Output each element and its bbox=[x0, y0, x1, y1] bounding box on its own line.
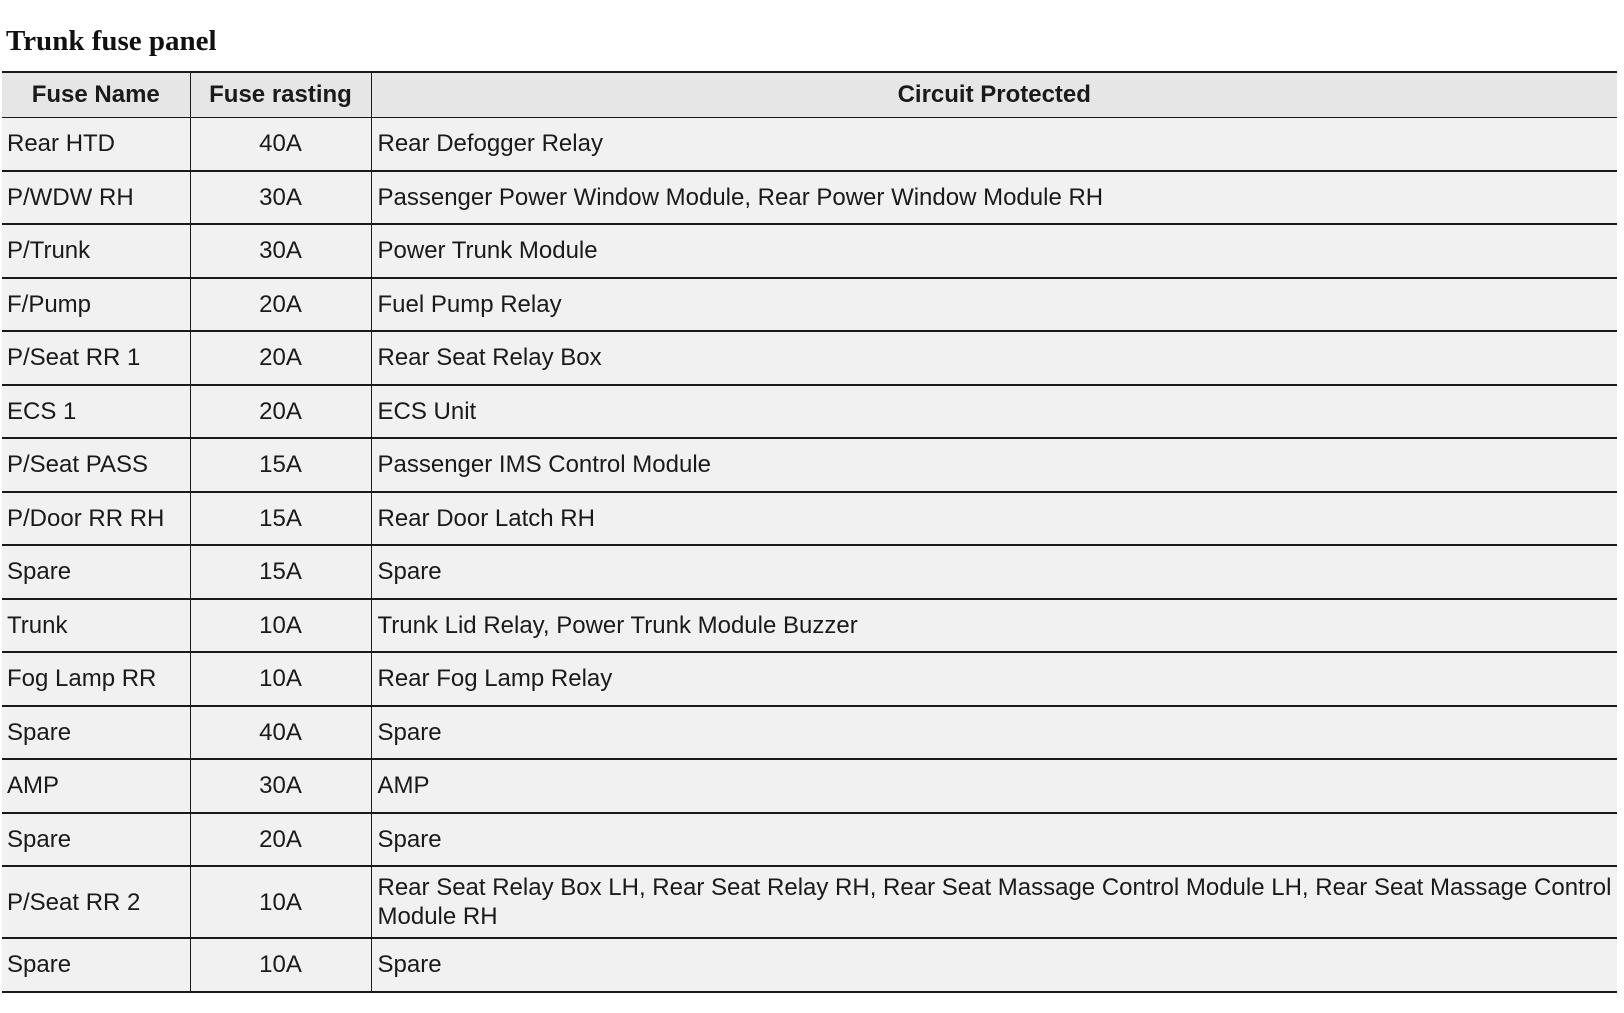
fuse-rating-cell: 20A bbox=[190, 331, 371, 385]
circuit-cell: AMP bbox=[371, 759, 1617, 813]
table-row bbox=[2, 492, 1617, 546]
fuse-rating-cell: 10A bbox=[190, 652, 371, 706]
fuse-name-cell: P/Seat PASS bbox=[2, 438, 190, 492]
fuse-name-cell: P/Seat RR 2 bbox=[2, 866, 190, 938]
fuse-rating-cell: 15A bbox=[190, 438, 371, 492]
circuit-cell: Fuel Pump Relay bbox=[371, 278, 1617, 332]
fuse-rating-cell: 15A bbox=[190, 492, 371, 546]
header-fuse-name: Fuse Name bbox=[2, 72, 190, 117]
fuse-name-cell: Fog Lamp RR bbox=[2, 652, 190, 706]
table-body bbox=[2, 117, 1617, 992]
fuse-name-cell: AMP bbox=[2, 759, 190, 813]
fuse-name-cell: Trunk bbox=[2, 599, 190, 653]
circuit-cell: Rear Defogger Relay bbox=[371, 117, 1617, 171]
fuse-rating-cell: 30A bbox=[190, 171, 371, 225]
fuse-table bbox=[2, 71, 1617, 993]
circuit-cell: Passenger Power Window Module, Rear Power Window Module RH bbox=[371, 171, 1617, 225]
header-fuse-rating: Fuse rasting bbox=[190, 72, 371, 117]
table-row bbox=[2, 866, 1617, 938]
table-row bbox=[2, 224, 1617, 278]
fuse-rating-cell: 15A bbox=[190, 545, 371, 599]
table-row bbox=[2, 545, 1617, 599]
table-row bbox=[2, 706, 1617, 760]
circuit-cell: Rear Door Latch RH bbox=[371, 492, 1617, 546]
fuse-name-cell: Spare bbox=[2, 813, 190, 867]
fuse-name-cell: P/Door RR RH bbox=[2, 492, 190, 546]
fuse-rating-cell: 20A bbox=[190, 813, 371, 867]
table-header bbox=[2, 72, 1617, 117]
header-circuit-protected: Circuit Protected bbox=[371, 72, 1617, 117]
fuse-rating-cell: 20A bbox=[190, 385, 371, 439]
table-row bbox=[2, 278, 1617, 332]
circuit-cell: Rear Fog Lamp Relay bbox=[371, 652, 1617, 706]
circuit-cell: Rear Seat Relay Box LH, Rear Seat Relay RH, Rear Seat Massage Control Module LH, Rear Seat Massage Control Module RH bbox=[371, 866, 1617, 938]
fuse-name-cell: Spare bbox=[2, 706, 190, 760]
fuse-rating-cell: 10A bbox=[190, 599, 371, 653]
fuse-name-cell: P/Trunk bbox=[2, 224, 190, 278]
fuse-rating-cell: 40A bbox=[190, 117, 371, 171]
fuse-rating-cell: 40A bbox=[190, 706, 371, 760]
circuit-cell: Spare bbox=[371, 813, 1617, 867]
circuit-cell: Spare bbox=[371, 938, 1617, 992]
circuit-cell: Spare bbox=[371, 706, 1617, 760]
fuse-name-cell: Rear HTD bbox=[2, 117, 190, 171]
fuse-name-cell: ECS 1 bbox=[2, 385, 190, 439]
circuit-cell: Power Trunk Module bbox=[371, 224, 1617, 278]
table-row bbox=[2, 171, 1617, 225]
table-row bbox=[2, 652, 1617, 706]
table-row bbox=[2, 331, 1617, 385]
circuit-cell: Spare bbox=[371, 545, 1617, 599]
fuse-name-cell: F/Pump bbox=[2, 278, 190, 332]
circuit-cell: Passenger IMS Control Module bbox=[371, 438, 1617, 492]
table-row bbox=[2, 117, 1617, 171]
table-row bbox=[2, 385, 1617, 439]
fuse-name-cell: Spare bbox=[2, 938, 190, 992]
header-row bbox=[2, 72, 1617, 117]
circuit-cell: Trunk Lid Relay, Power Trunk Module Buzzer bbox=[371, 599, 1617, 653]
fuse-rating-cell: 20A bbox=[190, 278, 371, 332]
table-row bbox=[2, 599, 1617, 653]
circuit-cell: ECS Unit bbox=[371, 385, 1617, 439]
table-row bbox=[2, 759, 1617, 813]
fuse-rating-cell: 10A bbox=[190, 866, 371, 938]
table-row bbox=[2, 938, 1617, 992]
table-row bbox=[2, 813, 1617, 867]
fuse-name-cell: P/Seat RR 1 bbox=[2, 331, 190, 385]
fuse-rating-cell: 10A bbox=[190, 938, 371, 992]
circuit-cell: Rear Seat Relay Box bbox=[371, 331, 1617, 385]
fuse-name-cell: P/WDW RH bbox=[2, 171, 190, 225]
table-row bbox=[2, 438, 1617, 492]
fuse-rating-cell: 30A bbox=[190, 224, 371, 278]
fuse-rating-cell: 30A bbox=[190, 759, 371, 813]
fuse-name-cell: Spare bbox=[2, 545, 190, 599]
page-title: Trunk fuse panel bbox=[6, 25, 217, 57]
